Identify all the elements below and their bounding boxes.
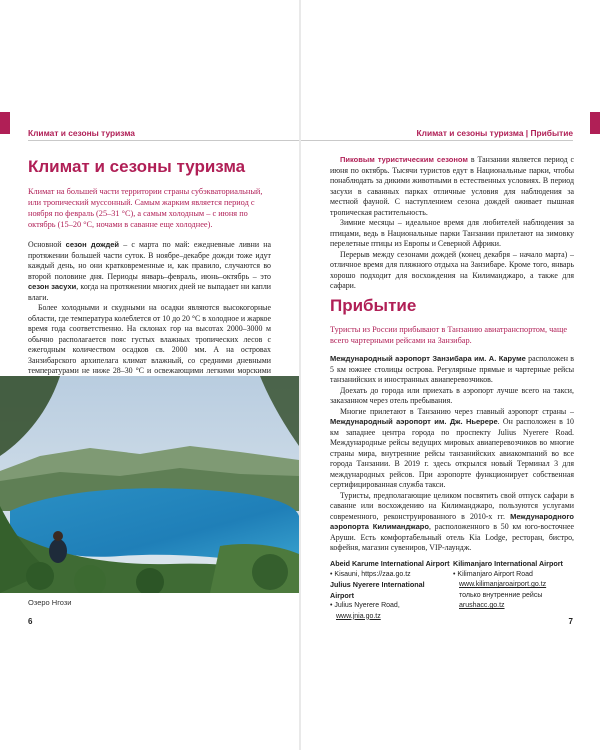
airport-address: • Kilimanjaro Airport Road — [453, 570, 533, 578]
airport-info-right — [453, 559, 573, 612]
airport-info-left — [330, 559, 450, 622]
airport-address: • Julius Nyerere Road, — [330, 602, 400, 609]
photo-caption: Озеро Нгози — [28, 598, 72, 607]
paragraph-peak-season: Пиковым туристическим сезоном в Танзании является период с июня по октябрь. Тысячи туристов едут в Национальные парки, чтобы понаблюдать за дикими животными в естественных условиях. В период засухи в саванных парках отличные условия для наблюдения за местной фауной. С наступлением сезона дождей оживает пышная тропическая растительность. — [330, 155, 574, 217]
paragraph-nyerere-airport: Многие прилетают в Танзанию через главный аэропорт страны – Международный аэропорт им. Дж. Ньерере. Он расположен в 10 км западнее центра города по проспекту Julius Nyerere Road. Международные рейсы ведущих мировых авиаперевозчиков во многие страны мира, внутренние рейсы танзанийских авиакомпаний во все города Танзании. В 2019 г. здесь открылся новый Терминал 3 для международных рейсов. При аэропорте функционирует собственная сертифицированная служба такси. — [330, 406, 574, 489]
paragraph-kilimanjaro-airport: Туристы, предполагающие целиком посвятить свой отпуск сафари в саванне или восхождению на Килиманджаро, пользуются услугами современного, реконструированного в 2010-х гг. Международного аэропорта Килиманджаро, расположенного в 50 км юго-восточнее Аруши. Есть комфортабельный отель Kia Lodge, ресторан, бистро, кофейня, магазин сувениров, VIP-лаундж. — [330, 490, 575, 552]
right-page — [301, 0, 600, 750]
page-title: Климат и сезоны туризма — [28, 157, 246, 176]
paragraph-taxi: Доехать до города или приехать в аэропорт лучше всего на такси, заказанном через отель пребывания. — [330, 385, 574, 405]
body-text-arrival — [330, 354, 574, 554]
running-head: Климат и сезоны туризма | Прибытие — [416, 128, 573, 138]
section-tab-marker — [590, 112, 600, 134]
airport-address: • Kisauni, https://zaa.go.tz — [330, 570, 411, 578]
page-number: 6 — [28, 617, 33, 626]
airport-link[interactable]: www.kilimanjaroairport.go.tz — [459, 581, 547, 588]
section-tab-marker — [0, 112, 10, 134]
airport-link[interactable]: arushacc.go.tz — [459, 602, 505, 609]
paragraph-zanzibar-airport: Международный аэропорт Занзибара им. А. Каруме расположен в 5 км южнее столицы острова. Регулярные прямые и чартерные рейсы танзанийских и иностранных авиаперевозчиков. — [330, 354, 575, 384]
header-rule — [28, 140, 299, 141]
header-rule — [301, 140, 573, 141]
paragraph-break: Перерыв между сезонами дождей (конец декабря – начало марта) – отличное время для пляжного отдыха на Занзибаре. Кроме того, январь хорошо подходит для восхождения на Килиманджаро, а также для сафари. — [330, 249, 574, 290]
airport-name: Kilimanjaro International Airport — [453, 559, 563, 568]
lake-ngozi-photo — [0, 376, 299, 593]
running-head: Климат и сезоны туризма — [28, 128, 135, 138]
left-page — [0, 0, 299, 750]
section-title: Прибытие — [330, 296, 417, 315]
airport-name: Abeid Karume International Airport — [330, 559, 450, 568]
airport-note: только внутренние рейсы — [459, 591, 543, 599]
airport-name: Julius Nyerere International Airport — [330, 580, 425, 600]
airport-link[interactable]: www.jnia.go.tz — [336, 612, 381, 620]
paragraph-highlands: Более холодными и скудными на осадки являются высокогорные области, где температура колеблется от 10 до 20 °С в холодное и жаркое время года соответственно. На склонах гор на высотах 2000–3000 м обычно располагается пояс густых влажных тропических лесов с ежегодным количеством осадков св. 2000 мм. А на островах Занзибарского архипелага климат влажный, со средними дневными температурами не ниже 28–30 °С и освежающими легкими морскими — [28, 303, 271, 375]
paragraph-winter: Зимние месяцы – идеальное время для любителей наблюдения за птицами, ведь в Национальные парки Танзании прилетают на зимовку перелетные птицы из Европы и Северной Африки. — [330, 218, 574, 248]
lead-paragraph: Климат на большей части территории страны субэкваториальный, или тропический муссонный. Самым жарким является период с ноября по февраль (25–31 °С), а самым холодным – с июня по октябрь (15–20 °С, ночами в саванне еще холоднее). — [28, 187, 263, 229]
paragraph-rain-season: Основной сезон дождей – с марта по май: ежедневные ливни на протяжении большей части суток. В ноябре–декабре дожди тоже идут каждый день, но они кратковременные и, как правило, случаются во второй половине дня. Периоды январь–февраль, июнь–октябрь – это сезон засухи, когда на протяжении многих дней не выпадает ни капли влаги. — [28, 240, 271, 302]
page-number: 7 — [568, 617, 573, 626]
body-text-seasons — [330, 155, 574, 292]
arrival-lead: Туристы из России прибывают в Танзанию авиатранспортом, чаще всего чартерными рейсами на Занзибар. — [330, 325, 568, 345]
